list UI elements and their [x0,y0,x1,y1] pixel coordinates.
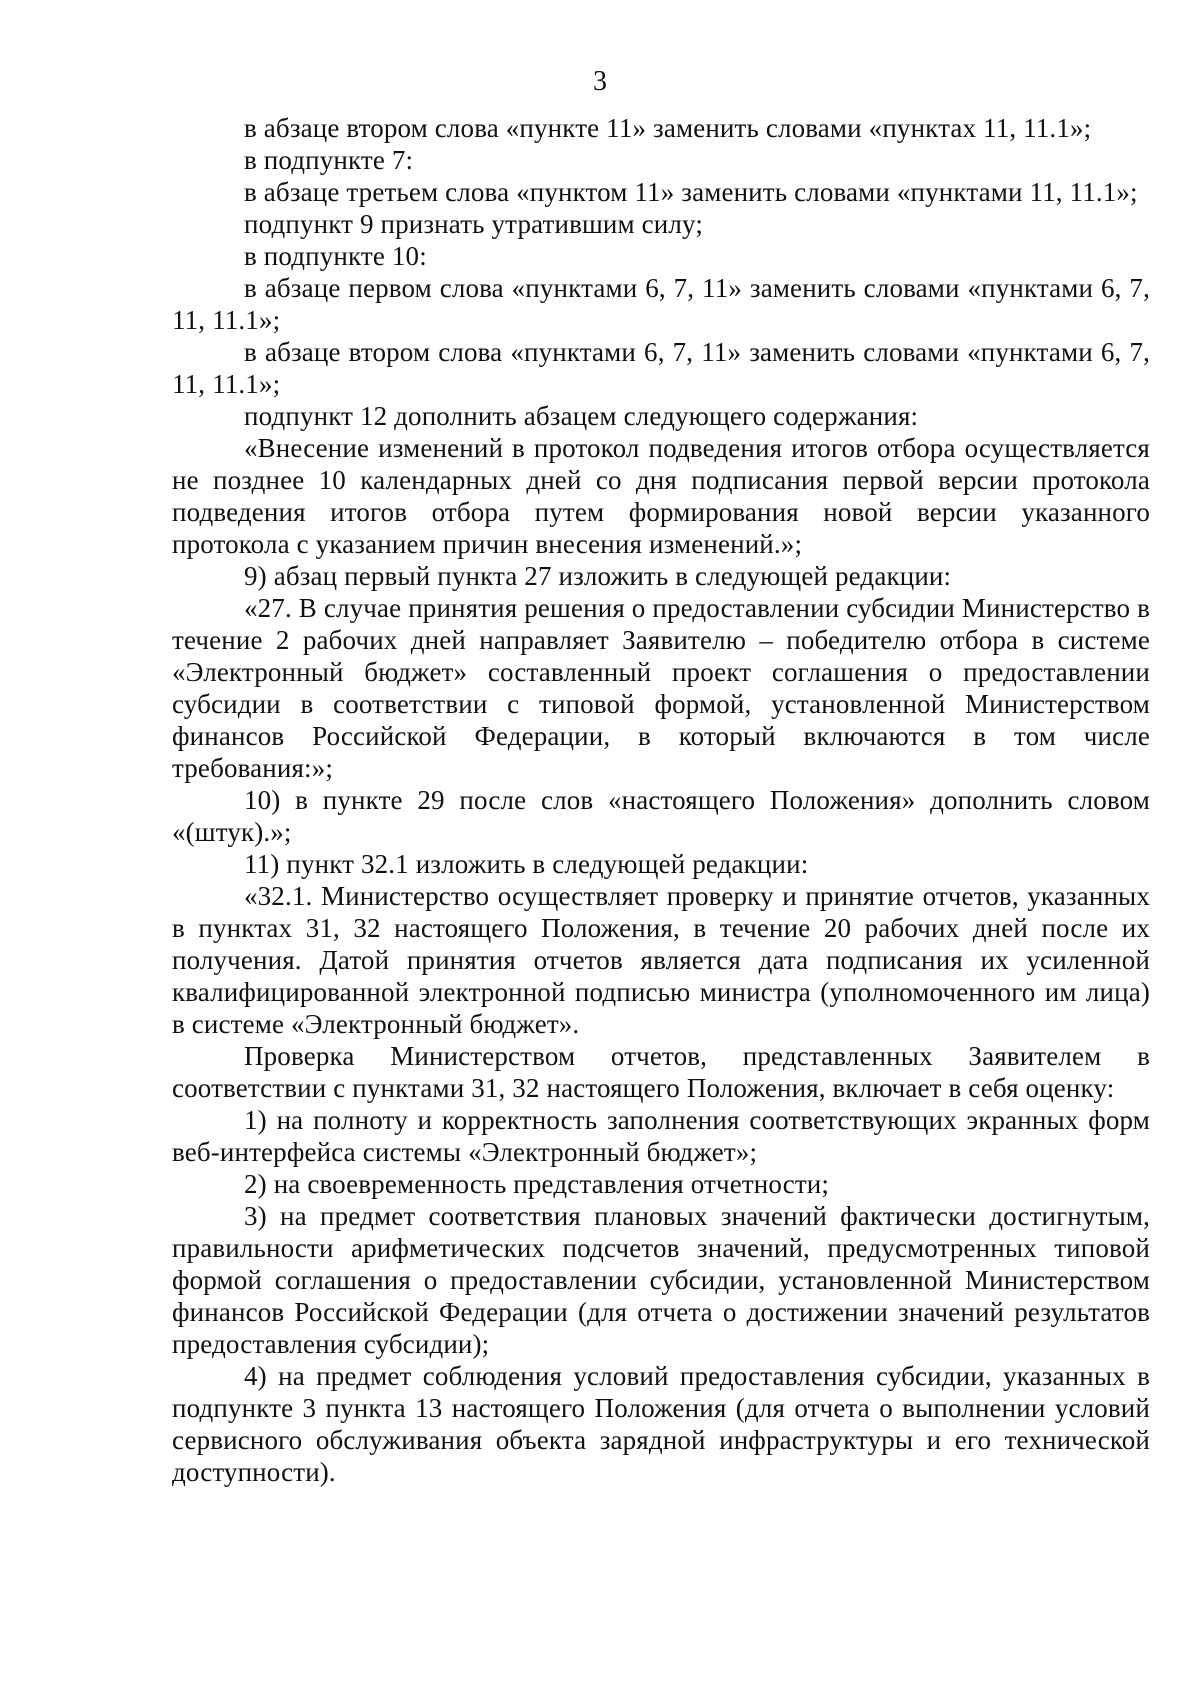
paragraph: 4) на предмет соблюдения условий предоставления субсидии, указанных в подпункте 3 пункта 13 настоящего Положения (для отчета о выполнении условий сервисного обслуживания объекта зарядной инфраструктуры и его технической доступности). [172,1361,1150,1487]
paragraph: 2) на своевременность представления отчетности; [244,1169,830,1199]
paragraph: «Внесение изменений в протокол подведения итогов отбора осуществляется не позднее 10 календарных дней со дня подписания первой версии протокола подведения итогов отбора путем формирования новой версии указанного протокола с указанием причин внесения изменений.»; [172,433,1150,559]
paragraph: Проверка Министерством отчетов, представленных Заявителем в соответствии с пунктами 31, 32 настоящего Положения, включает в себя оценку: [172,1041,1150,1103]
paragraph: в абзаце третьем слова «пунктом 11» заменить словами «пунктами 11, 11.1»; [244,177,1138,207]
paragraph: 1) на полноту и корректность заполнения соответствующих экранных форм веб-интерфейса системы «Электронный бюджет»; [172,1105,1150,1167]
page-number: 3 [593,66,607,97]
paragraph: подпункт 12 дополнить абзацем следующего содержания: [244,401,919,431]
paragraph: 3) на предмет соответствия плановых значений фактически достигнутым, правильности арифметических подсчетов значений, предусмотренных типовой формой соглашения о предоставлении субсидии, установленной Министерством финансов Российской Федерации (для отчета о достижении значений результатов предоставления субсидии); [172,1201,1150,1359]
paragraph: подпункт 9 признать утратившим силу; [244,209,703,239]
paragraph: в абзаце втором слова «пунктами 6, 7, 11» заменить словами «пунктами 6, 7, 11, 11.1»; [172,337,1150,399]
paragraph: «27. В случае принятия решения о предоставлении субсидии Министерство в течение 2 рабочих дней направляет Заявителю – победителю отбора в системе «Электронный бюджет» составленный проект соглашения о предоставлении субсидии в соответствии с типовой формой, установленной Министерством финансов Российской Федерации, в который включаются в том числе требования:»; [172,593,1150,783]
paragraph: в абзаце втором слова «пункте 11» заменить словами «пунктах 11, 11.1»; [244,113,1092,143]
paragraph: в подпункте 7: [244,145,414,175]
paragraph: в абзаце первом слова «пунктами 6, 7, 11» заменить словами «пунктами 6, 7, 11, 11.1»; [172,273,1150,335]
paragraph: «32.1. Министерство осуществляет проверку и принятие отчетов, указанных в пунктах 31, 32 настоящего Положения, в течение 20 рабочих дней после их получения. Датой принятия отчетов является дата подписания их усиленной квалифицированной электронной подписью министра (уполномоченного им лица) в системе «Электронный бюджет». [172,881,1150,1039]
paragraph: 11) пункт 32.1 изложить в следующей редакции: [244,849,809,879]
paragraph: 10) в пункте 29 после слов «настоящего Положения» дополнить словом «(штук).»; [172,785,1150,847]
paragraph: в подпункте 10: [244,241,427,271]
paragraph: 9) абзац первый пункта 27 изложить в следующей редакции: [244,561,952,591]
document-body [172,112,1150,1488]
